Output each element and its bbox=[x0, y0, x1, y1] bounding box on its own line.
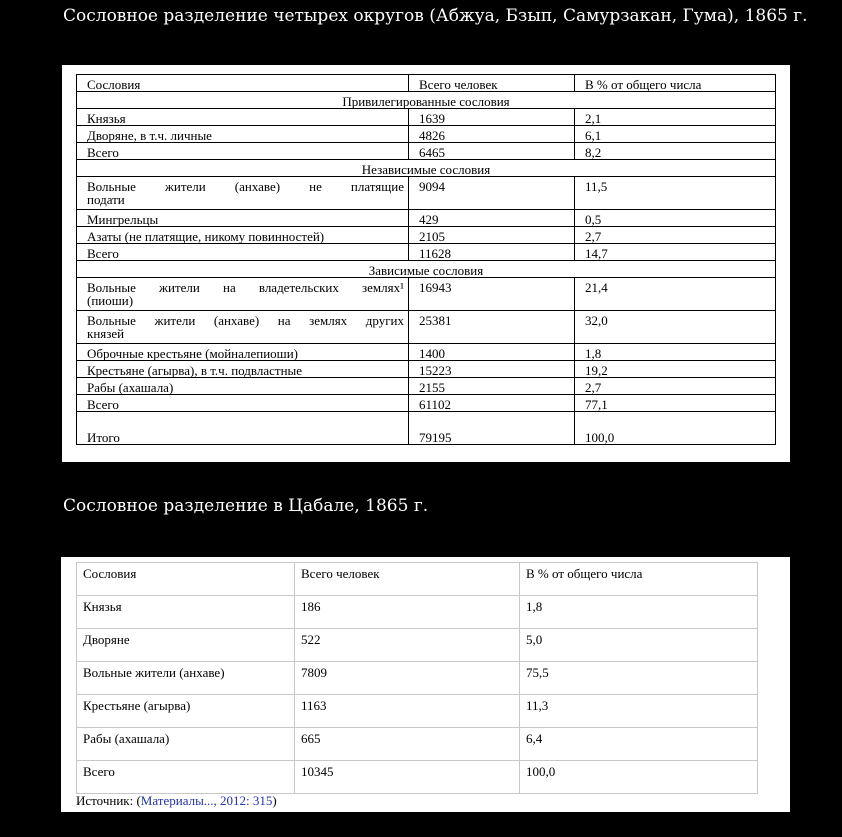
table-cell: 100,0 bbox=[575, 412, 776, 445]
table-row bbox=[77, 761, 758, 794]
table-cell: Мингрельцы bbox=[77, 210, 409, 227]
table-row bbox=[77, 227, 776, 244]
table-cell: Всего bbox=[77, 244, 409, 261]
table-cell: Оброчные крестьяне (мойналепиоши) bbox=[77, 344, 409, 361]
table-cell: 11628 bbox=[409, 244, 575, 261]
table-row bbox=[77, 395, 776, 412]
table-cell: Рабы (ахашала) bbox=[77, 728, 295, 761]
table-cell: Дворяне, в т.ч. личные bbox=[77, 126, 409, 143]
table-row bbox=[77, 109, 776, 126]
total-row bbox=[77, 412, 776, 445]
header-cell: Сословия bbox=[77, 75, 409, 92]
table-row bbox=[77, 662, 758, 695]
estates-table-four-districts bbox=[76, 74, 776, 445]
table-cell bbox=[77, 311, 409, 344]
table-row bbox=[77, 344, 776, 361]
cell-line: подати bbox=[87, 192, 125, 207]
table-cell: Азаты (не платящие, никому повинностей) bbox=[77, 227, 409, 244]
header-cell: Всего человек bbox=[295, 563, 520, 596]
source-link[interactable]: Материалы..., 2012: 315 bbox=[140, 793, 273, 808]
table-cell: 79195 bbox=[409, 412, 575, 445]
table-cell: 6465 bbox=[409, 143, 575, 160]
cell-line: Вольные жители на владетельских землях¹ bbox=[87, 280, 404, 295]
cell-line: (пиоши) bbox=[87, 293, 134, 308]
table-cell: 2,7 bbox=[575, 227, 776, 244]
table-cell: 19,2 bbox=[575, 361, 776, 378]
table-cell: Всего bbox=[77, 143, 409, 160]
table-cell: 665 bbox=[295, 728, 520, 761]
table-row bbox=[77, 143, 776, 160]
table-cell: 11,3 bbox=[520, 695, 758, 728]
table1-panel bbox=[62, 65, 790, 462]
table-cell: 100,0 bbox=[520, 761, 758, 794]
table-cell: Итого bbox=[77, 412, 409, 445]
table-row bbox=[77, 126, 776, 143]
table-cell: 6,4 bbox=[520, 728, 758, 761]
table-row bbox=[77, 311, 776, 344]
table-cell: Князья bbox=[77, 109, 409, 126]
source-label: Источник: ( bbox=[76, 793, 141, 808]
table-row bbox=[77, 278, 776, 311]
table-cell: Рабы (ахашала) bbox=[77, 378, 409, 395]
table-cell: 16943 bbox=[409, 278, 575, 311]
table-cell: 10345 bbox=[295, 761, 520, 794]
estates-table-tsabal bbox=[76, 562, 758, 794]
table1-title: Сословное разделение четырех округов (Абжуа, Бзып, Самурзакан, Гума), 1865 г. bbox=[63, 6, 808, 26]
section-title: Привилегированные сословия bbox=[77, 92, 776, 109]
table-cell: 1639 bbox=[409, 109, 575, 126]
table-cell: 2105 bbox=[409, 227, 575, 244]
table-row bbox=[77, 596, 758, 629]
table-cell: 9094 bbox=[409, 177, 575, 210]
source-close: ) bbox=[272, 793, 277, 808]
table-header-row bbox=[77, 75, 776, 92]
table-cell bbox=[77, 177, 409, 210]
header-cell: Всего человек bbox=[409, 75, 575, 92]
table-row bbox=[77, 244, 776, 261]
section-title: Зависимые сословия bbox=[77, 261, 776, 278]
table-cell: 5,0 bbox=[520, 629, 758, 662]
table-row bbox=[77, 210, 776, 227]
table-cell: Вольные жители (анхаве) bbox=[77, 662, 295, 695]
section-row bbox=[77, 92, 776, 109]
table2-panel bbox=[61, 557, 790, 812]
cell-line: князей bbox=[87, 326, 125, 341]
table-cell: 1,8 bbox=[520, 596, 758, 629]
table-cell: Крестьяне (агырва), в т.ч. подвластные bbox=[77, 361, 409, 378]
cell-line: Вольные жители (анхаве) не платящие bbox=[87, 179, 404, 194]
table-cell: 2,1 bbox=[575, 109, 776, 126]
table-cell: Крестьяне (агырва) bbox=[77, 695, 295, 728]
table-cell: 21,4 bbox=[575, 278, 776, 311]
table-cell: 11,5 bbox=[575, 177, 776, 210]
table-cell: 32,0 bbox=[575, 311, 776, 344]
cell-line: Вольные жители (анхаве) на землях других bbox=[87, 313, 404, 328]
table-row bbox=[77, 378, 776, 395]
table-cell: 61102 bbox=[409, 395, 575, 412]
table-cell: 7809 bbox=[295, 662, 520, 695]
table-row bbox=[77, 695, 758, 728]
header-cell: В % от общего числа bbox=[575, 75, 776, 92]
table2-title: Сословное разделение в Цабале, 1865 г. bbox=[63, 496, 429, 516]
table-row bbox=[77, 361, 776, 378]
table-cell: 2155 bbox=[409, 378, 575, 395]
table-cell: 77,1 bbox=[575, 395, 776, 412]
table-cell: 8,2 bbox=[575, 143, 776, 160]
table-header-row bbox=[77, 563, 758, 596]
table-cell: 522 bbox=[295, 629, 520, 662]
table-cell: 15223 bbox=[409, 361, 575, 378]
table-cell: 0,5 bbox=[575, 210, 776, 227]
table-cell: Всего bbox=[77, 761, 295, 794]
table-cell: 1,8 bbox=[575, 344, 776, 361]
table-cell bbox=[77, 278, 409, 311]
section-row bbox=[77, 261, 776, 278]
section-title: Независимые сословия bbox=[77, 160, 776, 177]
table-cell: Дворяне bbox=[77, 629, 295, 662]
table-cell: 2,7 bbox=[575, 378, 776, 395]
table-cell: 25381 bbox=[409, 311, 575, 344]
table-cell: 186 bbox=[295, 596, 520, 629]
table-cell: 6,1 bbox=[575, 126, 776, 143]
table-cell: Князья bbox=[77, 596, 295, 629]
table-row bbox=[77, 728, 758, 761]
source-note bbox=[76, 793, 277, 809]
table-cell: Всего bbox=[77, 395, 409, 412]
table-cell: 4826 bbox=[409, 126, 575, 143]
header-cell: Сословия bbox=[77, 563, 295, 596]
table-row bbox=[77, 177, 776, 210]
table-cell: 1400 bbox=[409, 344, 575, 361]
table-cell: 75,5 bbox=[520, 662, 758, 695]
section-row bbox=[77, 160, 776, 177]
table-cell: 14,7 bbox=[575, 244, 776, 261]
table-cell: 429 bbox=[409, 210, 575, 227]
header-cell: В % от общего числа bbox=[520, 563, 758, 596]
table-cell: 1163 bbox=[295, 695, 520, 728]
table-row bbox=[77, 629, 758, 662]
